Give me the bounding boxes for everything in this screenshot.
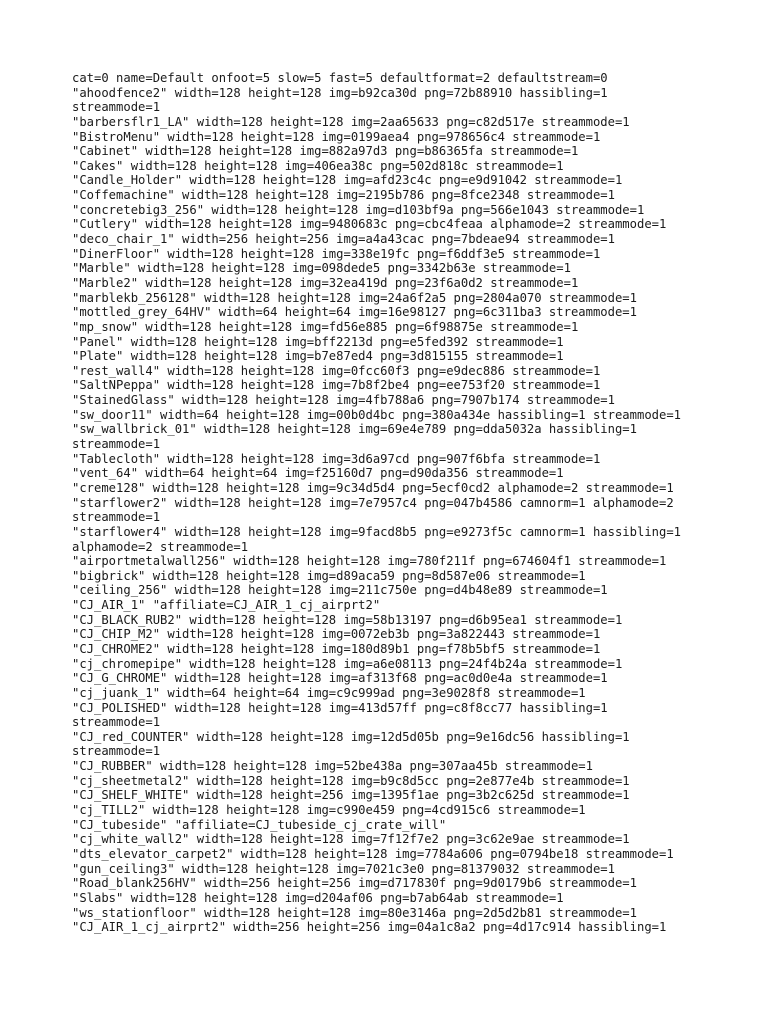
text-line: "mottled_grey_64HV" width=64 height=64 img=16e98127 png=6c311ba3 streammode=1 — [72, 305, 637, 320]
text-line: "ahoodfence2" width=128 height=128 img=b92ca30d png=72b88910 hassibling=1 — [72, 85, 608, 100]
text-line: streammode=1 — [72, 744, 161, 759]
text-line: "CJ_CHROME2" width=128 height=128 img=180d89b1 png=f78b5bf5 streammode=1 — [72, 641, 601, 656]
text-line: "deco_chair_1" width=256 height=256 img=a4a43cac png=7bdeae94 streammode=1 — [72, 232, 615, 247]
text-line: "cj_white_wall2" width=128 height=128 img=7f12f7e2 png=3c62e9ae streammode=1 — [72, 832, 630, 847]
text-line: "CJ_tubeside" "affiliate=CJ_tubeside_cj_crate_will" — [72, 817, 447, 832]
text-line: "Cutlery" width=128 height=128 img=9480683c png=cbc4feaa alphamode=2 streammode=1 — [72, 217, 667, 232]
text-line: "cj_juank_1" width=64 height=64 img=c9c999ad png=3e9028f8 streammode=1 — [72, 685, 586, 700]
text-line: "ceiling_256" width=128 height=128 img=211c750e png=d4b48e89 streammode=1 — [72, 583, 608, 598]
text-line: "BistroMenu" width=128 height=128 img=0199aea4 png=978656c4 streammode=1 — [72, 129, 601, 144]
text-line: "creme128" width=128 height=128 img=9c34d5d4 png=5ecf0cd2 alphamode=2 streammode=1 — [72, 480, 674, 495]
text-line: "Cakes" width=128 height=128 img=406ea38c png=502d818c streammode=1 — [72, 158, 564, 173]
text-line: "CJ_SHELF_WHITE" width=128 height=256 img=1395f1ae png=3b2c625d streammode=1 — [72, 788, 630, 803]
text-line: "vent_64" width=64 height=64 img=f25160d7 png=d90da356 streammode=1 — [72, 466, 564, 481]
text-line: "CJ_CHIP_M2" width=128 height=128 img=0072eb3b png=3a822443 streammode=1 — [72, 627, 601, 642]
text-line: "gun_ceiling3" width=128 height=128 img=7021c3e0 png=81379032 streammode=1 — [72, 861, 615, 876]
text-line: "Tablecloth" width=128 height=128 img=3d6a97cd png=907f6bfa streammode=1 — [72, 451, 601, 466]
text-line: "mp_snow" width=128 height=128 img=fd56e885 png=6f98875e streammode=1 — [72, 319, 579, 334]
text-line: cat=0 name=Default onfoot=5 slow=5 fast=5 defaultformat=2 defaultstream=0 — [72, 71, 608, 85]
text-line: "Coffemachine" width=128 height=128 img=2195b786 png=8fce2348 streammode=1 — [72, 188, 615, 203]
text-line: "SaltNPeppa" width=128 height=128 img=7b8f2be4 png=ee753f20 streammode=1 — [72, 378, 601, 393]
text-line: "cj_chromepipe" width=128 height=128 img=a6e08113 png=24f4b24a streammode=1 — [72, 656, 623, 671]
text-line: "Plate" width=128 height=128 img=b7e87ed4 png=3d815155 streammode=1 — [72, 349, 564, 364]
text-line: "bigbrick" width=128 height=128 img=d89aca59 png=8d587e06 streammode=1 — [72, 568, 586, 583]
text-line: "CJ_red_COUNTER" width=128 height=128 img=12d5d05b png=9e16dc56 hassibling=1 — [72, 729, 630, 744]
text-line: streammode=1 — [72, 100, 161, 115]
text-line: "Slabs" width=128 height=128 img=d204af06 png=b7ab64ab streammode=1 — [72, 890, 564, 905]
text-line: "CJ_RUBBER" width=128 height=128 img=52be438a png=307aa45b streammode=1 — [72, 759, 593, 774]
text-line: "Candle_Holder" width=128 height=128 img=afd23c4c png=e9d91042 streammode=1 — [72, 173, 623, 188]
text-line: "barbersflr1_LA" width=128 height=128 img=2aa65633 png=c82d517e streammode=1 — [72, 114, 630, 129]
document-text-block — [72, 71, 702, 935]
text-line: "starflower2" width=128 height=128 img=7e7957c4 png=047b4586 camnorm=1 alphamode=2 — [72, 495, 674, 510]
text-line: alphamode=2 streammode=1 — [72, 539, 249, 554]
text-line: "cj_sheetmetal2" width=128 height=128 img=b9c8d5cc png=2e877e4b streammode=1 — [72, 773, 630, 788]
text-line: streammode=1 — [72, 510, 161, 525]
text-line: "CJ_AIR_1_cj_airprt2" width=256 height=256 img=04a1c8a2 png=4d17c914 hassibling=1 — [72, 920, 667, 935]
text-line: "Marble2" width=128 height=128 img=32ea419d png=23f6a0d2 streammode=1 — [72, 275, 579, 290]
text-line: "Cabinet" width=128 height=128 img=882a97d3 png=b86365fa streammode=1 — [72, 144, 579, 159]
text-line: "CJ_AIR_1" "affiliate=CJ_AIR_1_cj_airprt2" — [72, 598, 381, 613]
text-line: streammode=1 — [72, 437, 161, 452]
text-line: "sw_wallbrick_01" width=128 height=128 img=69e4e789 png=dda5032a hassibling=1 — [72, 422, 637, 437]
text-line: "concretebig3_256" width=128 height=128 img=d103bf9a png=566e1043 streammode=1 — [72, 202, 645, 217]
text-line: "CJ_POLISHED" width=128 height=128 img=413d57ff png=c8f8cc77 hassibling=1 — [72, 700, 608, 715]
text-line: "dts_elevator_carpet2" width=128 height=128 img=7784a606 png=0794be18 streammode=1 — [72, 846, 674, 861]
text-line: "CJ_G_CHROME" width=128 height=128 img=af313f68 png=ac0d0e4a streammode=1 — [72, 671, 608, 686]
text-line: "ws_stationfloor" width=128 height=128 img=80e3146a png=2d5d2b81 streammode=1 — [72, 905, 637, 920]
text-line: "CJ_BLACK_RUB2" width=128 height=128 img=58b13197 png=d6b95ea1 streammode=1 — [72, 612, 623, 627]
text-line: "DinerFloor" width=128 height=128 img=338e19fc png=f6ddf3e5 streammode=1 — [72, 246, 601, 261]
text-line: "Panel" width=128 height=128 img=bff2213d png=e5fed392 streammode=1 — [72, 334, 564, 349]
text-line: "Marble" width=128 height=128 img=098dede5 png=3342b63e streammode=1 — [72, 261, 571, 276]
text-line: "Road_blank256HV" width=256 height=256 img=d717830f png=9d0179b6 streammode=1 — [72, 876, 637, 891]
text-line: "rest_wall4" width=128 height=128 img=0fcc60f3 png=e9dec886 streammode=1 — [72, 363, 601, 378]
text-line: streammode=1 — [72, 715, 161, 730]
text-line: "sw_door11" width=64 height=128 img=00b0d4bc png=380a434e hassibling=1 streammode=1 — [72, 407, 682, 422]
text-line: "airportmetalwall256" width=128 height=128 img=780f211f png=674604f1 streammode=1 — [72, 554, 667, 569]
text-line: "marblekb_256128" width=128 height=128 img=24a6f2a5 png=2804a070 streammode=1 — [72, 290, 637, 305]
text-line: "cj_TILL2" width=128 height=128 img=c990e459 png=4cd915c6 streammode=1 — [72, 803, 586, 818]
text-line: "starflower4" width=128 height=128 img=9facd8b5 png=e9273f5c camnorm=1 hassibling=1 — [72, 524, 682, 539]
text-line: "StainedGlass" width=128 height=128 img=4fb788a6 png=7907b174 streammode=1 — [72, 393, 615, 408]
